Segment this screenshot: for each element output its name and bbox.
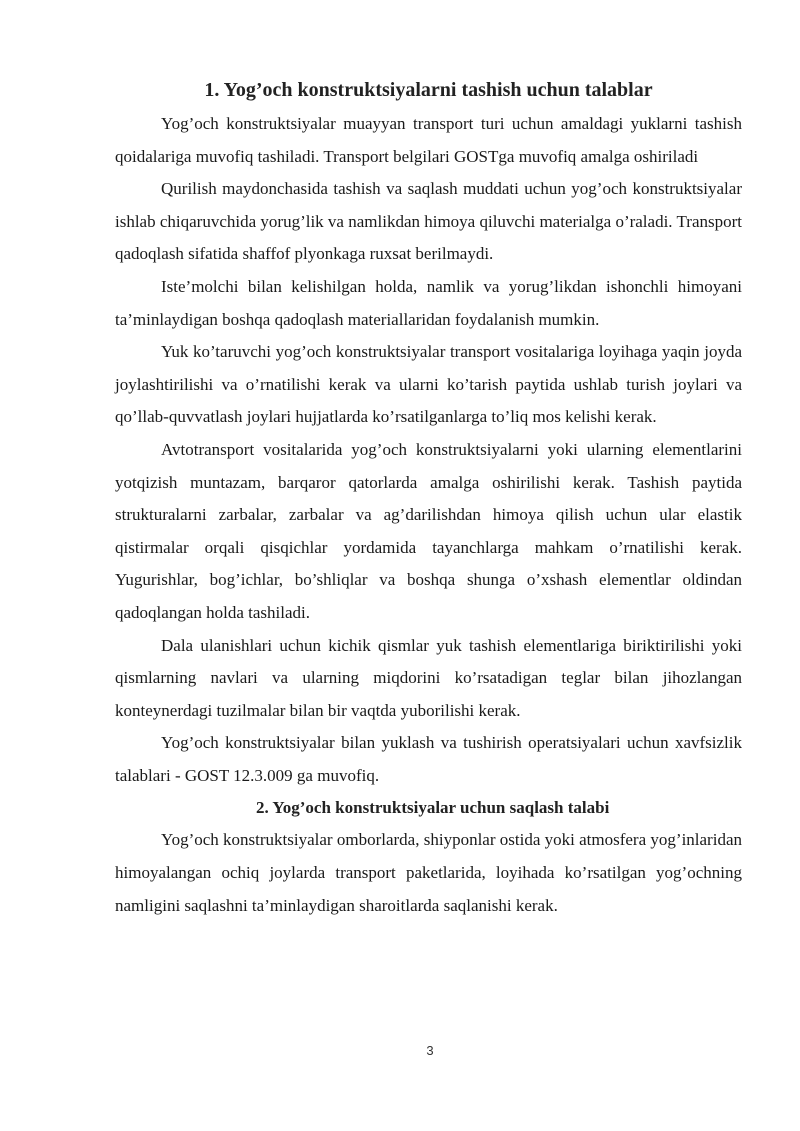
section-1-paragraph: Qurilish maydonchasida tashish va saqlash muddati uchun yog’och konstruktsiyalar ishlab chiqaruvchida yorug’lik va namlikdan himoya qiluvchi materialga o’raladi. Transport qadoqlash sifatida shaffof plyonkaga ruxsat berilmaydi. bbox=[115, 179, 742, 264]
section-1-paragraph: Avtotransport vositalarida yog’och konstruktsiyalarni yoki ularning elementlarini yotqizish muntazam, barqaror qatorlarda amalga oshirilishi kerak. Tashish paytida strukturalarni zarbalar, zarbalar va ag’darilishdan himoya qilish uchun ular elastik qistirmalar orqali qisqichlar yordamida tayanchlarga mahkam o’rnatilishi kerak. Yugurishlar, bog’ichlar, bo’shliqlar va boshqa shunga o’xshash elementlar oldindan qadoqlangan holda tashiladi. bbox=[115, 439, 742, 622]
section-1-paragraph: Iste’molchi bilan kelishilgan holda, namlik va yorug’likdan ishonchli himoyani ta’minlaydigan boshqa qadoqlash materiallaridan foydalanish mumkin. bbox=[115, 276, 742, 329]
section-1-paragraph: Yog’och konstruktsiyalar bilan yuklash va tushirish operatsiyalari uchun xavfsizlik talablari - GOST 12.3.009 ga muvofiq. bbox=[115, 733, 742, 785]
section-2-paragraph: Yog’och konstruktsiyalar omborlarda, shiyponlar ostida yoki atmosfera yog’inlaridan himoyalangan ochiq joylarda transport paketlarida, loyihada ko’rsatilgan yog’ochning namligini saqlashni ta’minlaydigan sharoitlarda saqlanishi kerak. bbox=[115, 830, 742, 915]
page-content bbox=[115, 76, 742, 922]
page-number: 3 bbox=[426, 1043, 434, 1058]
section-2-title: 2. Yog’och konstruktsiyalar uchun saqlash talabi bbox=[256, 798, 610, 818]
section-1-paragraph: Dala ulanishlari uchun kichik qismlar yuk tashish elementlariga biriktirilishi yoki qismlarning navlari va ularning miqdorini ko’rsatadigan teglar bilan jihozlangan konteynerdagi tuzilmalar bilan bir vaqtda yuborilishi kerak. bbox=[115, 635, 742, 720]
section-1-paragraph: Yog’och konstruktsiyalar muayyan transport turi uchun amaldagi yuklarni tashish qoidalariga muvofiq tashiladi. Transport belgilari GOSTga muvofiq amalga oshiriladi bbox=[115, 114, 742, 166]
section-1-paragraph: Yuk ko’taruvchi yog’och konstruktsiyalar transport vositalariga loyihaga yaqin joyda joylashtirilishi va o’rnatilishi kerak va ularni ko’tarish paytida ushlab turish joylari va qo’llab-quvvatlash joylari hujjatlarda ko’rsatilganlarga to’liq mos kelishi kerak. bbox=[115, 342, 742, 427]
section-1-title: 1. Yog’och konstruktsiyalarni tashish uchun talablar bbox=[204, 79, 653, 101]
